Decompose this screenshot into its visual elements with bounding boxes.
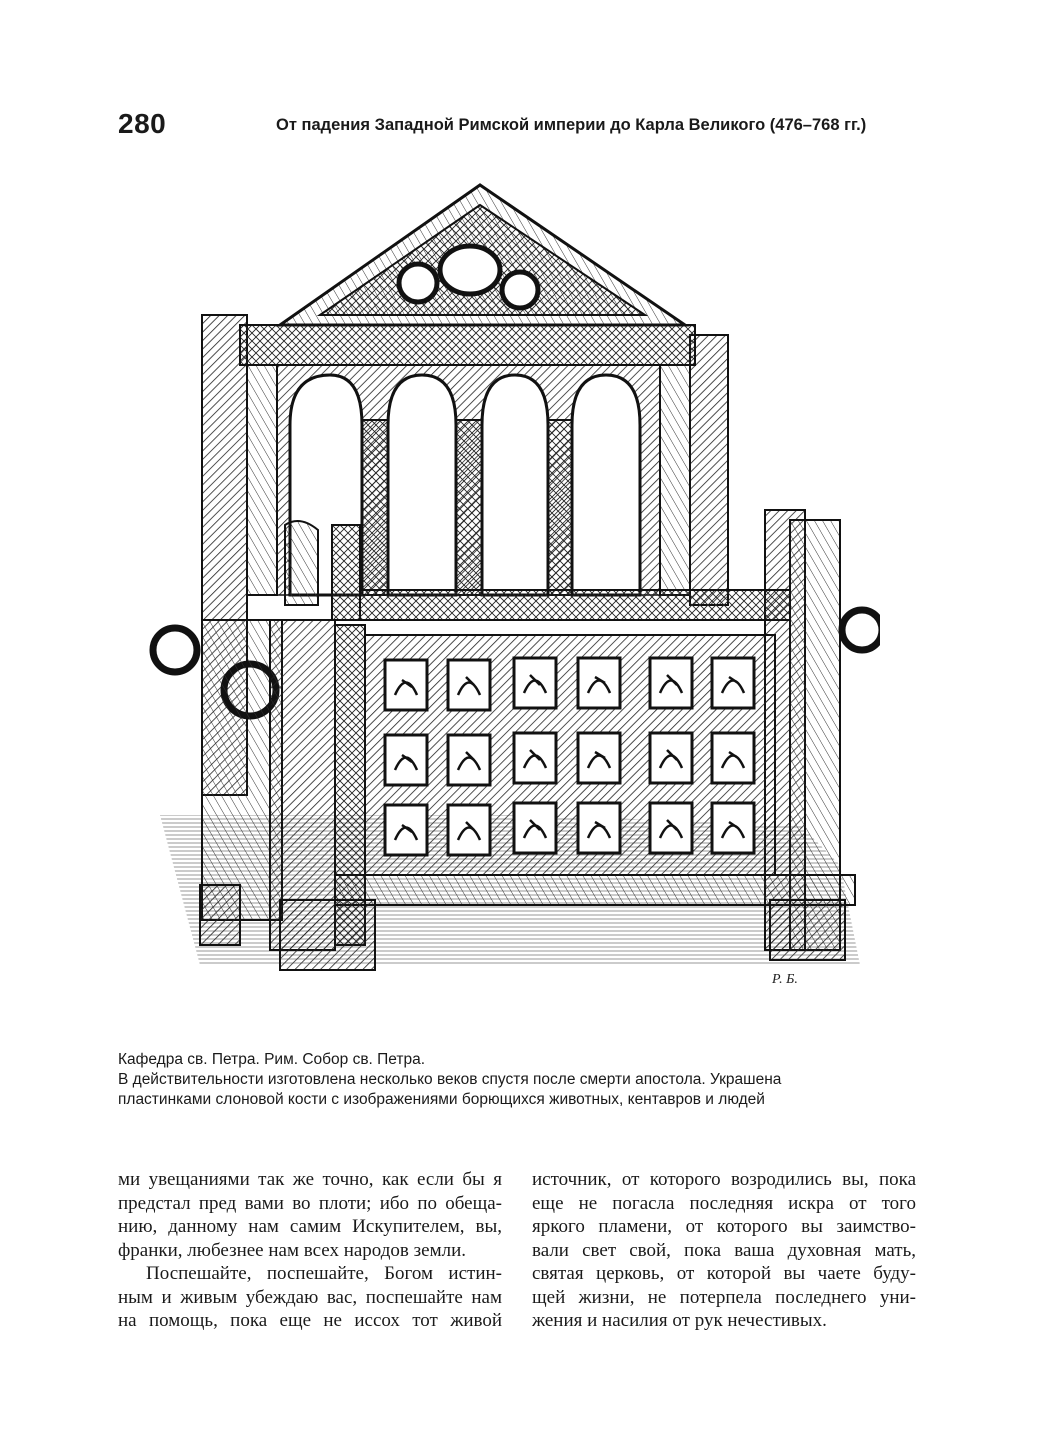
- text-line: ми увещаниями так же точно, как если бы я: [118, 1169, 502, 1190]
- page-number: 280: [118, 108, 167, 139]
- caption-line: В действительности изготовлена несколько веков спустя после смерти апостола. Украшена: [118, 1071, 782, 1088]
- text-line: Поспешайте, поспешайте, Богом истин-: [146, 1263, 502, 1284]
- text-line: нию, данному нам самим Искупителем, вы,: [118, 1216, 502, 1237]
- running-title: От падения Западной Римской империи до Карла Великого (476–768 гг.): [276, 116, 867, 134]
- text-line: предстал пред вами во плоти; ибо по обеща-: [118, 1192, 502, 1214]
- text-line: яркого пламени, от которого вы заимство-: [532, 1216, 916, 1237]
- caption-title: Кафедра св. Петра. Рим. Собор св. Петра.: [118, 1051, 426, 1068]
- text-line: франки, любезнее нам всех народов земли.: [118, 1239, 466, 1261]
- text-line: ным и живым убеждаю вас, поспешайте нам: [118, 1286, 502, 1308]
- text-line: еще не погасла последняя искра от того: [532, 1192, 916, 1214]
- text-line: щей жизни, не потерпела последнего уни-: [532, 1286, 916, 1308]
- body-column-right: [532, 1168, 916, 1333]
- body-column-left: [118, 1168, 502, 1333]
- figure-caption: [118, 1050, 918, 1110]
- text-line: жения и насилия от рук нечестивых.: [532, 1310, 827, 1331]
- engraver-signature: Р. Б.: [772, 972, 798, 987]
- text-line: на помощь, пока еще не иссох тот живой: [118, 1310, 502, 1331]
- pediment: [280, 185, 685, 325]
- text-line: святая церковь, от которой вы чаете буду-: [532, 1263, 916, 1284]
- text-line: вали свет свой, пока ваша духовная мать,: [532, 1239, 916, 1261]
- text-line: источник, от которого возродились вы, пока: [532, 1169, 916, 1190]
- chair-engraving-illustration: [140, 165, 880, 1005]
- caption-line: пластинками слоновой кости с изображениями борющихся животных, кентавров и людей: [118, 1091, 765, 1108]
